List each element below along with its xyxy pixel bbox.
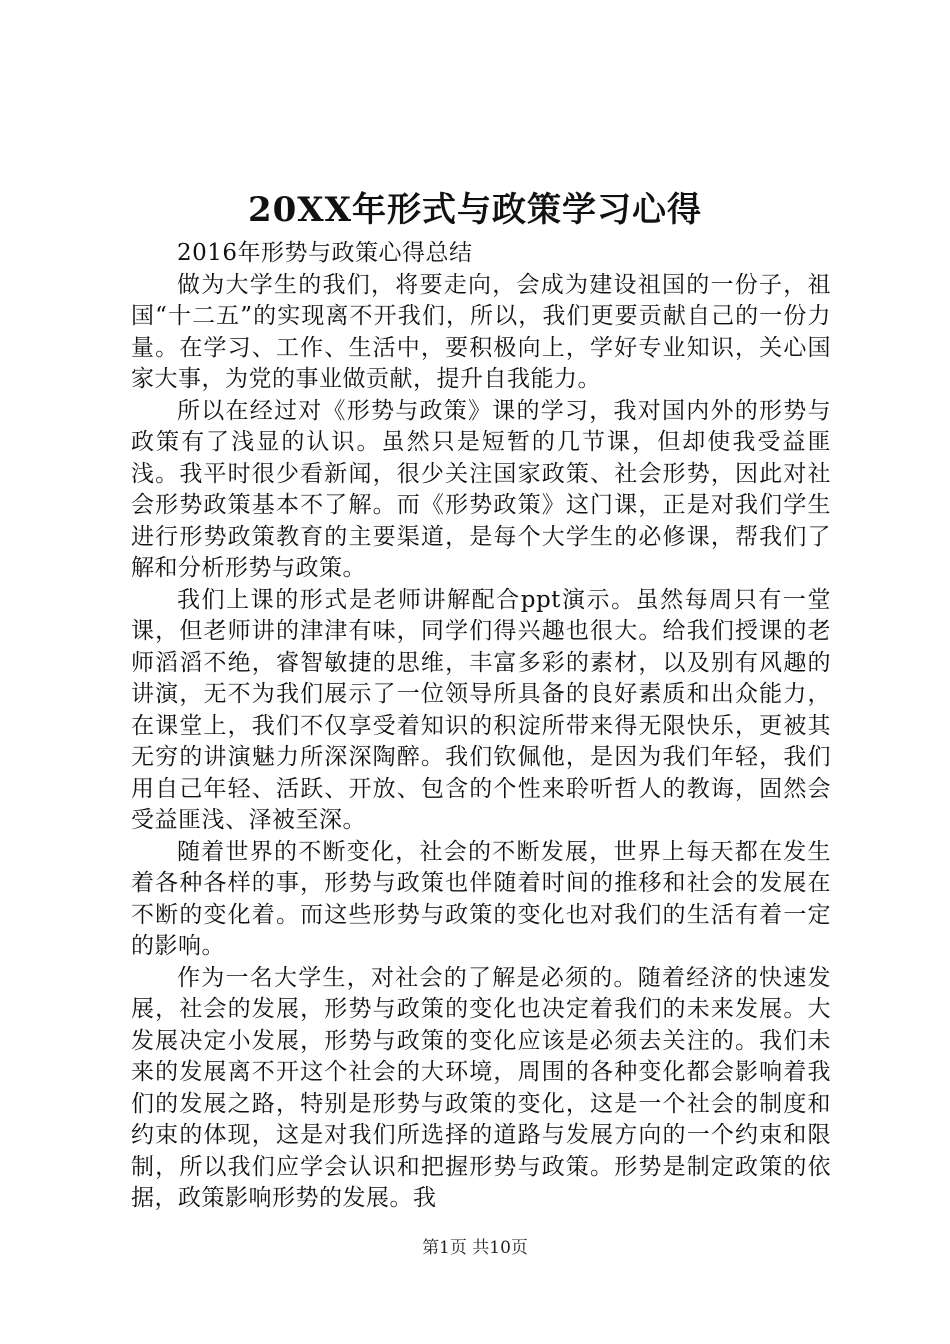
paragraph-5: 作为一名大学生，对社会的了解是必须的。随着经济的快速发展，社会的发展，形势与政策的变化也决定着我们的未来发展。大发展决定小发展，形势与政策的变化应该是必须去关注的。我们未来的发展离不开这个社会的大环境，周围的各种变化都会影响着我们的发展之路，特别是形势与政策的变化，这是一个社会的制度和约束的体现，这是对我们所选择的道路与发展方向的一个约束和限制，所以我们应学会认识和把握形势与政策。形势是制定政策的依据，政策影响形势的发展。我 <box>131 964 831 1211</box>
document-subtitle: 2016年形势与政策心得总结 <box>177 240 473 266</box>
paragraph-4: 随着世界的不断变化，社会的不断发展，世界上每天都在发生着各种各样的事，形势与政策也伴随着时间的推移和社会的发展在不断的变化着。而这些形势与政策的变化也对我们的生活有着一定的影响。 <box>131 838 831 959</box>
document-body <box>131 238 831 1215</box>
paragraph-3: 我们上课的形式是老师讲解配合ppt演示。虽然每周只有一堂课，但老师讲的津津有味，同学们得兴趣也很大。给我们授课的老师滔滔不绝，睿智敏捷的思维，丰富多彩的素材，以及别有风趣的讲演，无不为我们展示了一位领导所具备的良好素质和出众能力，在课堂上，我们不仅享受着知识的积淀所带来得无限快乐，更被其无穷的讲演魅力所深深陶醉。我们钦佩他，是因为我们年轻，我们用自己年轻、活跃、开放、包含的个性来聆听哲人的教诲，固然会受益匪浅、泽被至深。 <box>131 586 831 833</box>
paragraph-2: 所以在经过对《形势与政策》课的学习，我对国内外的形势与政策有了浅显的认识。虽然只是短暂的几节课，但却使我受益匪浅。我平时很少看新闻，很少关注国家政策、社会形势，因此对社会形势政策基本不了解。而《形势政策》这门课，正是对我们学生进行形势政策教育的主要渠道，是每个大学生的必修课，帮我们了解和分析形势与政策。 <box>131 397 831 581</box>
page-number-footer: 第1页 共10页 <box>422 1238 528 1258</box>
page-title: 20XX年形式与政策学习心得 <box>247 190 703 230</box>
paragraph-1: 做为大学生的我们，将要走向，会成为建设祖国的一份子，祖国“十二五”的实现离不开我们，所以，我们更要贡献自己的一份力量。在学习、工作、生活中，要积极向上，学好专业知识，关心国家大事，为党的事业做贡献，提升自我能力。 <box>131 271 831 392</box>
